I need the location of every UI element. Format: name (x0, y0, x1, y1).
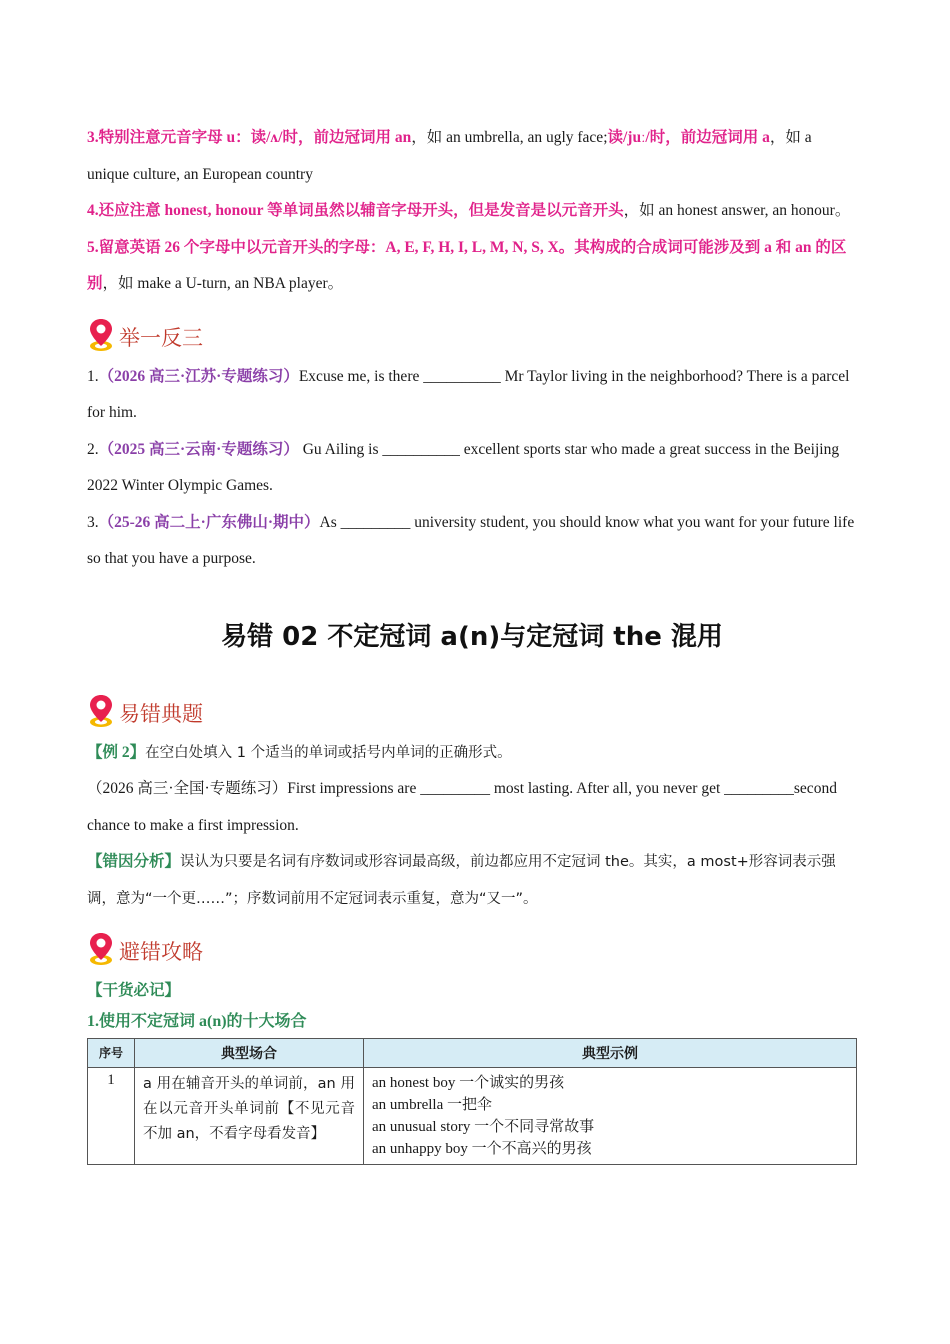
section-practice (87, 305, 857, 353)
example-line: an umbrella 一把伞 (372, 1096, 492, 1113)
rule-4 (87, 193, 857, 230)
section-avoid-title: 避错攻略 (119, 940, 203, 964)
rule-4-text: ，如 an honest answer, an honour。 (623, 202, 851, 219)
example-label: 【例 2】 (87, 743, 146, 761)
analysis-text: 误认为只要是名词有序数词或形容词最高级，前边都应用不定冠词 the。其实，a most+形容词表示强调，意为“一个更……”；序数词前用不定冠词表示重复，意为“又一”。 (87, 854, 836, 907)
location-pin-icon (87, 317, 117, 353)
practice-item-3 (87, 505, 857, 578)
section-avoid (87, 919, 857, 967)
example-question: （2026 高三·全国·专题练习）First impressions are _________ most lasting. After all, you never get _________second chance to make a first impression. (87, 780, 837, 834)
rule-3-text-2: ，如 a unique culture, an European country (87, 129, 812, 183)
section-practice-title: 举一反三 (119, 325, 203, 350)
page-content (87, 120, 857, 1165)
rule-5-emphasis: 5.留意英语 26 个字母中以元音开头的字母：A, E, F, H, I, L, M, N, S, X。其构成的合成词可能涉及到 a 和 an 的区别 (87, 238, 847, 292)
usage-table (87, 1038, 857, 1165)
rule-3 (87, 120, 857, 193)
section-typical (87, 681, 857, 729)
practice-source: （25-26 高二上·广东佛山·期中） (98, 513, 320, 531)
error-analysis (87, 844, 857, 917)
example-instruction (87, 735, 857, 772)
page-heading: 易错 02 不定冠词 a(n)与定冠词 the 混用 (221, 621, 723, 652)
example-line: an unhappy boy 一个不高兴的男孩 (372, 1140, 592, 1157)
practice-text: Gu Ailing is __________ excellent sports star who made a great success in the Beijing 2022 Winter Olympic Games. (87, 440, 840, 494)
example-line: an honest boy 一个诚实的男孩 (372, 1074, 565, 1091)
table-row (88, 1067, 857, 1164)
location-pin-icon (87, 693, 117, 729)
tips-label: 【干货必记】 (87, 982, 181, 999)
table-title: 1.使用不定冠词 a(n)的十大场合 (87, 1012, 307, 1030)
table-header-example: 典型示例 (364, 1038, 857, 1067)
practice-num: 2. (87, 440, 99, 458)
practice-num: 3. (87, 513, 99, 531)
rule-5-text: ，如 make a U-turn, an NBA player。 (102, 275, 344, 292)
table-header-case: 典型场合 (135, 1038, 364, 1067)
location-pin-icon (87, 931, 117, 967)
table-header-num: 序号 (88, 1038, 135, 1067)
practice-item-1 (87, 359, 857, 432)
practice-item-2 (87, 432, 857, 505)
rule-4-emphasis: 4.还应注意 honest, honour 等单词虽然以辅音字母开头，但是发音是以元音开头 (87, 202, 624, 219)
table-cell-num: 1 (88, 1067, 135, 1164)
example-instruction-text: 在空白处填入 1 个适当的单词或括号内单词的正确形式。 (145, 744, 512, 761)
rule-3-text: ，如 an umbrella, an ugly face; (411, 129, 608, 146)
rule-5 (87, 230, 857, 303)
table-cell-case: a 用在辅音开头的单词前，an 用在以元音开头单词前【不见元音不加 an，不看字母看发音】 (135, 1067, 364, 1164)
example-line: an unusual story 一个不同寻常故事 (372, 1118, 595, 1135)
rule-3-emphasis-2: 读/juː/时，前边冠词用 a (607, 129, 770, 146)
practice-source: （2025 高三·云南·专题练习） (98, 440, 299, 458)
practice-text: As _________ university student, you should know what you want for your future life so that you have a purpose. (87, 513, 855, 567)
practice-source: （2026 高三·江苏·专题练习） (98, 367, 299, 385)
analysis-label: 【错因分析】 (87, 853, 181, 870)
table-header-row (88, 1038, 857, 1067)
section-typical-title: 易错典题 (119, 701, 203, 726)
table-cell-examples (364, 1067, 857, 1164)
practice-num: 1. (87, 367, 99, 385)
practice-text: Excuse me, is there __________ Mr Taylor living in the neighborhood? There is a parcel for him. (87, 367, 850, 421)
rule-3-emphasis: 3.特别注意元音字母 u：读/ʌ/时，前边冠词用 an (87, 129, 412, 146)
